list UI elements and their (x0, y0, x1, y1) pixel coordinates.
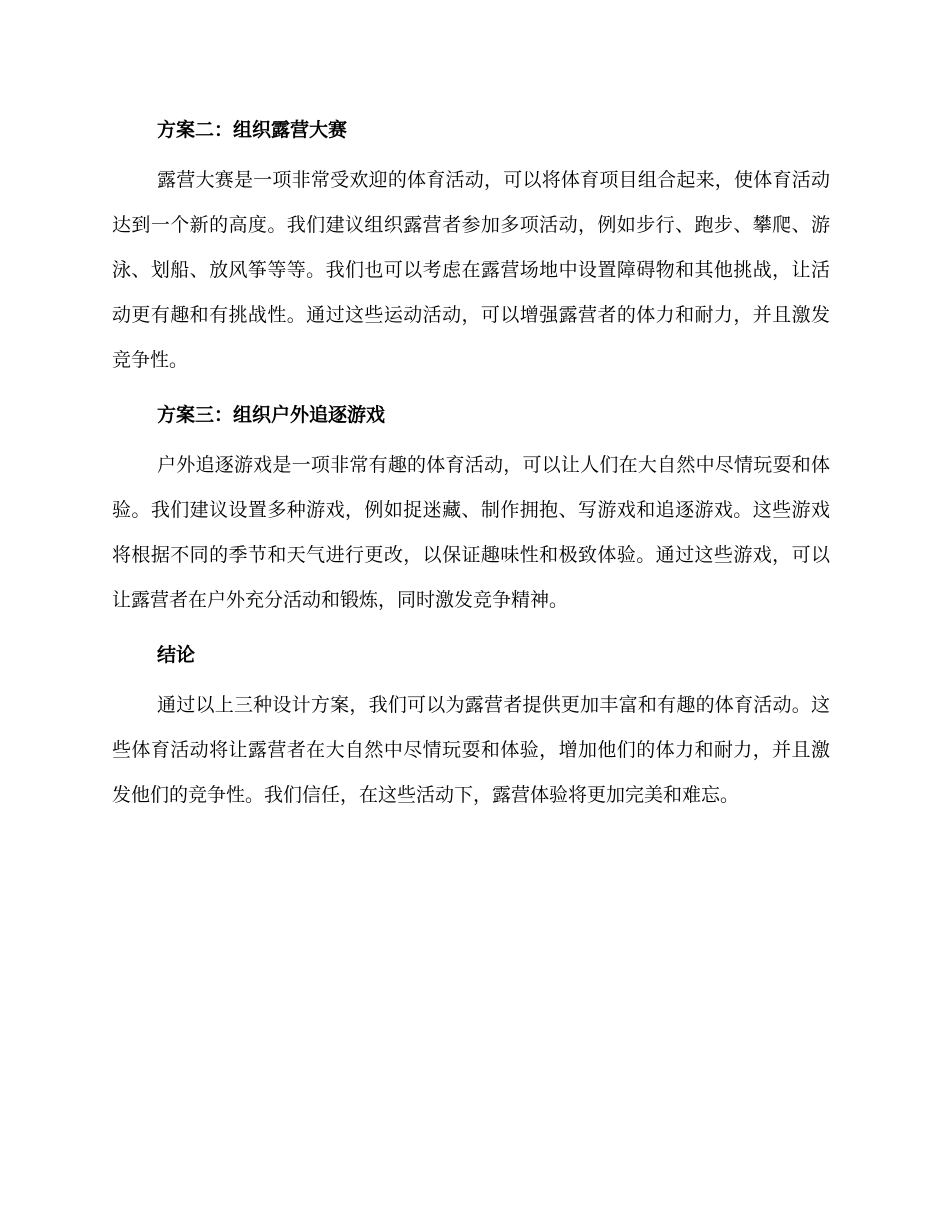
paragraph-line: 精神。 (511, 589, 569, 611)
paragraph-line: 体育活动达到一个新的高度。我们建议组织露营者参加多项活动，例如步 (112, 169, 830, 236)
document-page (112, 112, 830, 818)
paragraph-line: 更加完美和难忘。 (587, 784, 740, 806)
paragraph-line: 行、跑步、攀爬、游泳、划船、放风筝等等。我们也可以考虑在露营场地中 (112, 214, 830, 281)
section-heading-plan-three: 方案三：组织户外追逐游戏 (157, 404, 386, 426)
paragraph-line: 活动。这些体育活动将让露营者在大自然中尽情玩耍和体验，增加他们的体 (112, 694, 830, 761)
section-heading-conclusion: 结论 (157, 644, 196, 666)
section-heading-plan-two: 方案二：组织露营大赛 (157, 119, 348, 141)
paragraph-line: 逐游戏。这些游戏将根据不同的季节和天气进行更改，以保证趣味性和极致 (112, 499, 830, 566)
paragraph-conclusion (112, 683, 830, 818)
paragraph-plan-three (112, 443, 830, 623)
paragraph-line: 玩耍和体验。我们建议设置多种游戏，例如捉迷藏、制作拥抱、写游戏和追 (112, 454, 830, 521)
paragraph-plan-two (112, 158, 830, 383)
paragraph-line: 设置障碍物和其他挑战，让活动更有趣和有挑战性。通过这些运动活动，可 (112, 259, 830, 326)
paragraph-line: 体验。通过这些游戏，可以让露营者在户外充分活动和锻炼，同时激发竞争 (112, 544, 830, 611)
paragraph-line: 以增强露营者的体力和耐力，并且激发竞争性。 (112, 304, 830, 371)
paragraph-line: 露营大赛是一项非常受欢迎的体育活动，可以将体育项目组合起来，使 (157, 169, 754, 191)
paragraph-line: 通过以上三种设计方案，我们可以为露营者提供更加丰富和有趣的体育 (157, 694, 754, 716)
paragraph-line: 户外追逐游戏是一项非常有趣的体育活动，可以让人们在大自然中尽情 (157, 454, 754, 476)
paragraph-line: 力和耐力，并且激发他们的竞争性。我们信任，在这些活动下，露营体验将 (112, 739, 830, 806)
